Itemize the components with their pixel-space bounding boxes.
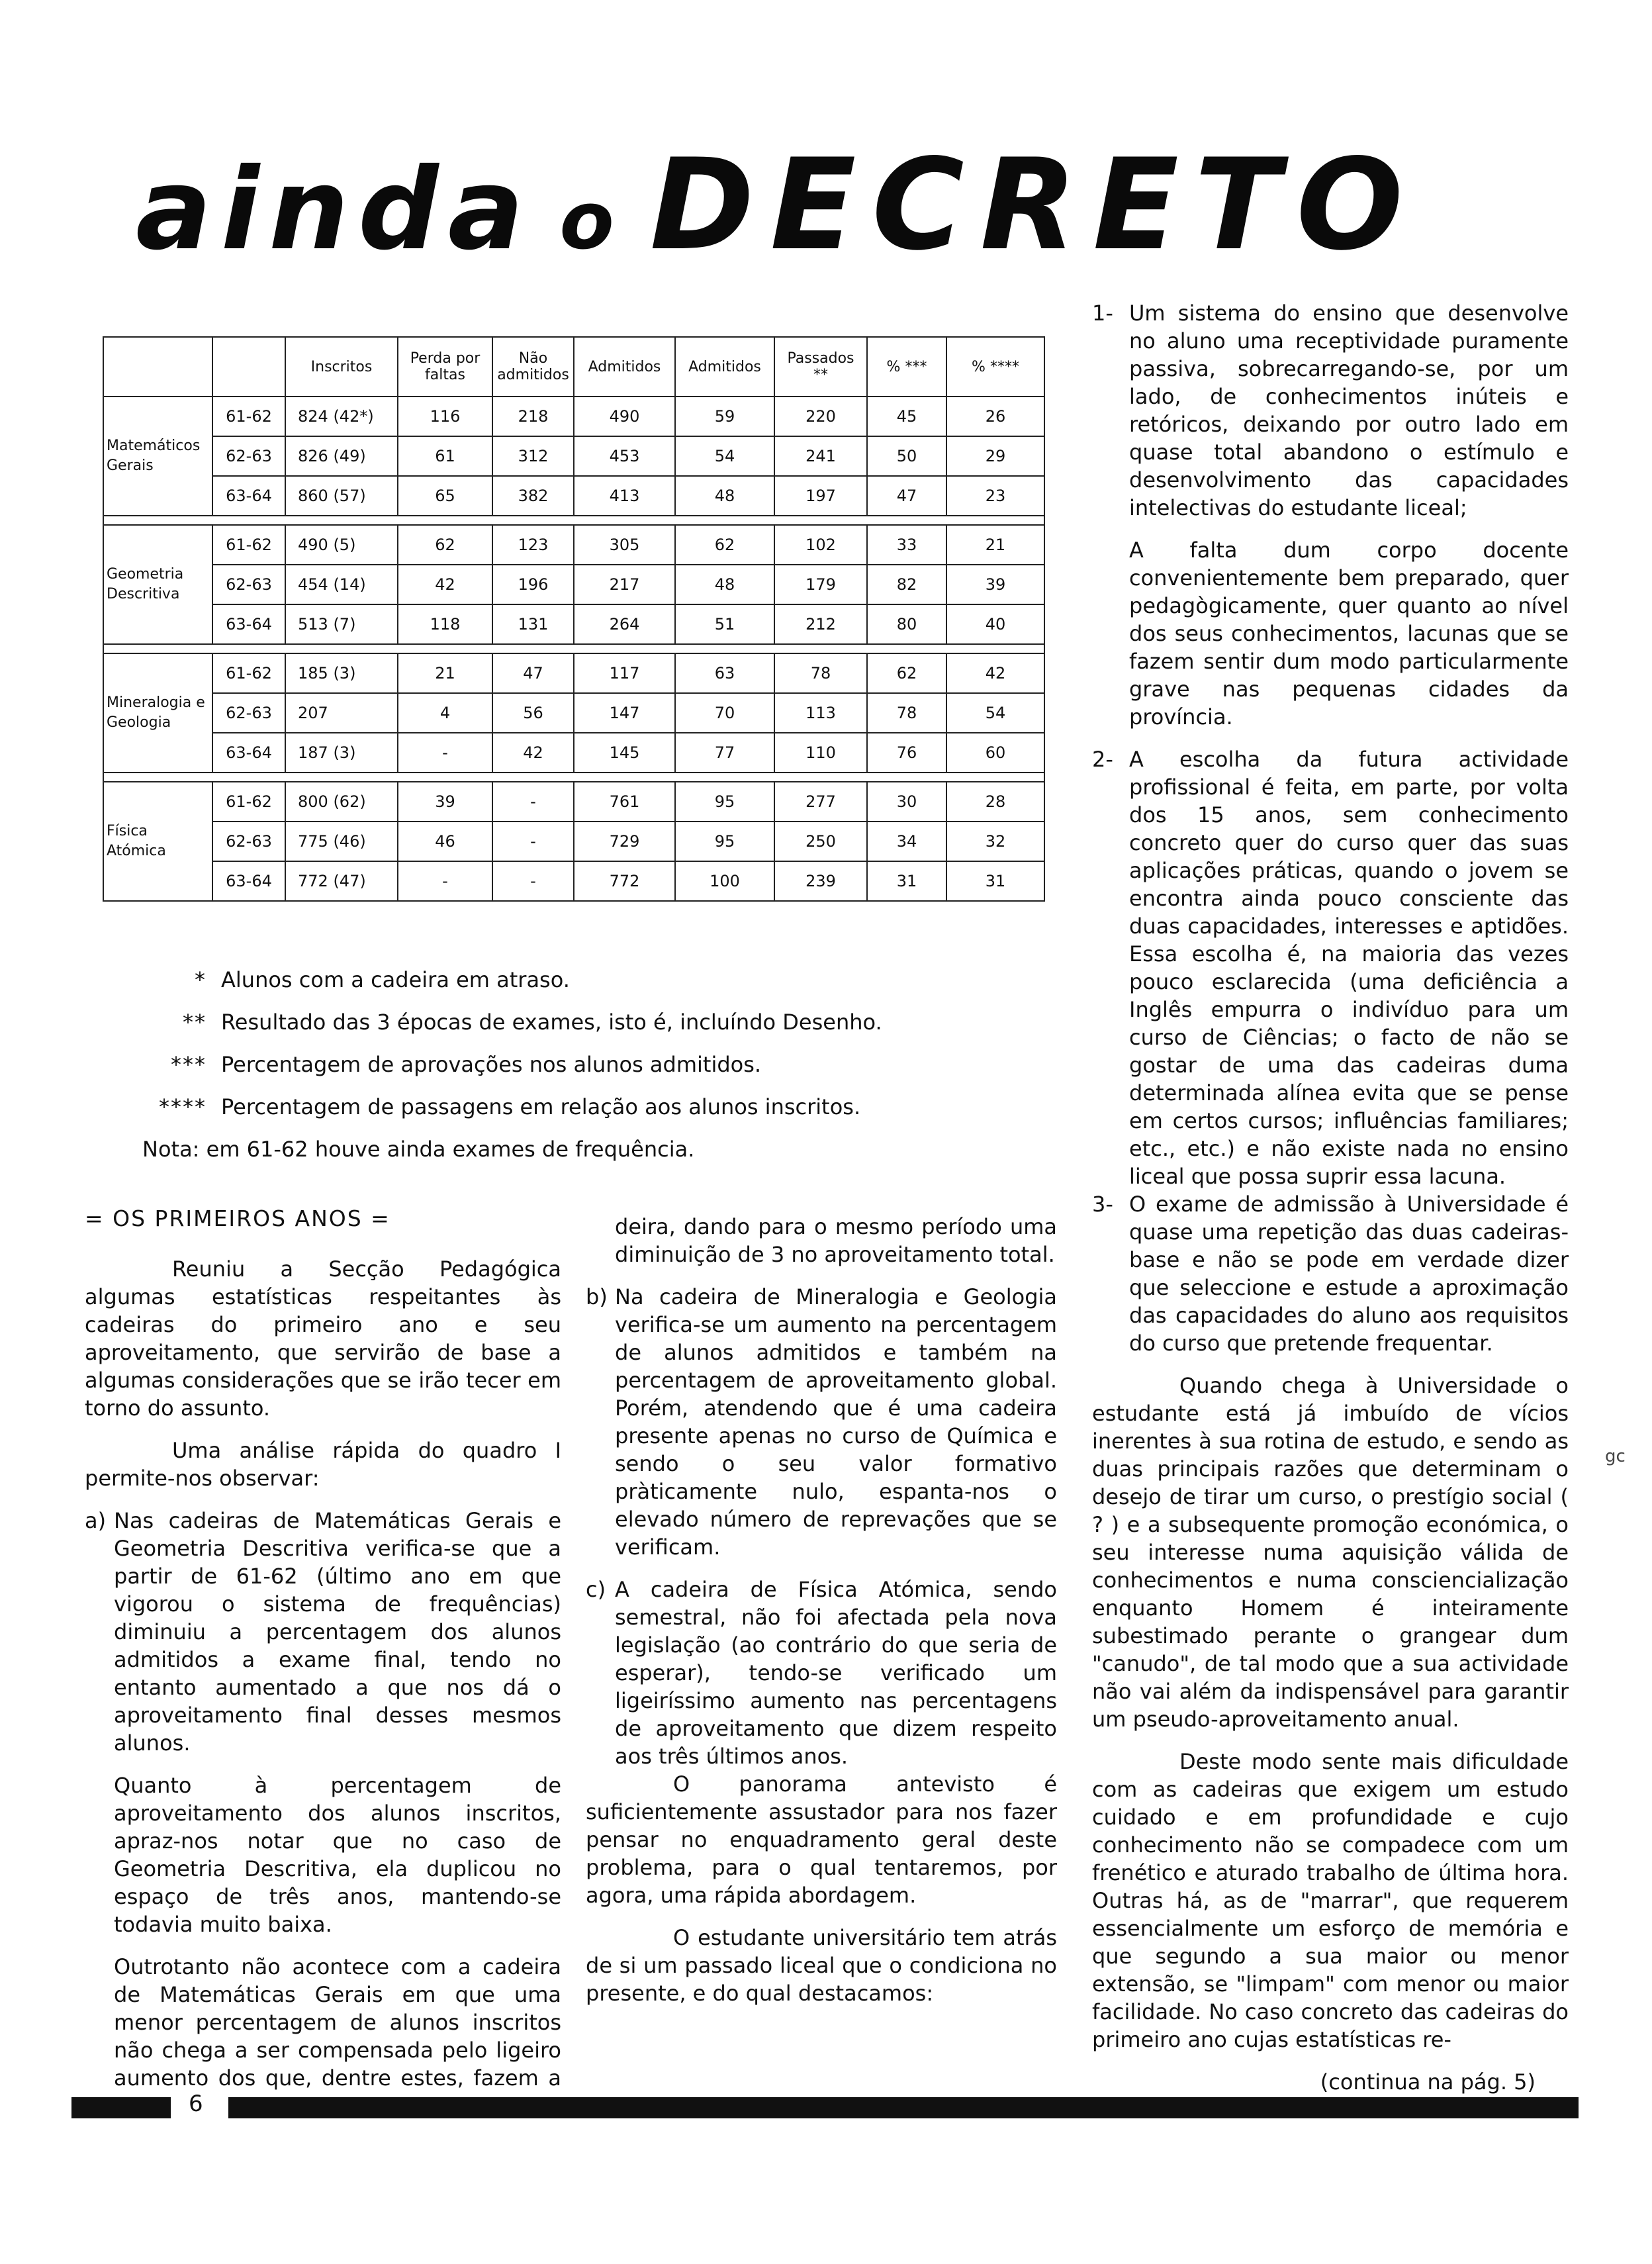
table-cell: 61-62 (212, 525, 285, 565)
table-cell: 34 (867, 822, 946, 861)
table-cell: - (492, 861, 574, 901)
paragraph: O estudante universitário tem atrás de si um passado liceal que o condiciona no presente, e do qual destacamos: (586, 1925, 1057, 2006)
table-cell: 63-64 (212, 476, 285, 516)
table-cell: - (398, 861, 492, 901)
table-cell: 824 (42*) (285, 397, 398, 436)
table-row (103, 604, 1044, 644)
paragraph: Reuniu a Secção Pedagógica algumas estatísticas respeitantes às cadeiras do primeiro ano e seu aproveitamento, que servirão de base a algumas considerações que se irão tecer em torno do assunto. (85, 1256, 561, 1421)
table-cell: 70 (675, 693, 774, 733)
paragraph: A falta dum corpo docente convenientemente bem preparado, quer pedagògicamente, quer quanto ao nível dos seus conhecimentos, lacunas que se fazem sentir dum modo particularmente grave nas pequenas cidades da província. (1129, 538, 1569, 730)
list-item-3 (1092, 1190, 1569, 1357)
item-text: Nas cadeiras de Matemáticas Gerais e Geometria Descritiva verifica-se que a partir de 61-62 (último ano em que vigorou o sistema de frequências) diminuiu a percentagem dos alunos admitidos a exame final, tendo no entanto aumentado a que nos dá o aproveitamento final desses mesmos alunos. (114, 1508, 561, 1756)
table-cell: 772 (574, 861, 675, 901)
table-cell: 95 (675, 822, 774, 861)
table-cell: 56 (492, 693, 574, 733)
table-cell: 490 (574, 397, 675, 436)
header-cell: % *** (867, 337, 946, 397)
table-row (103, 782, 1044, 822)
table-cell: 48 (675, 565, 774, 604)
note-text: Resultado das 3 épocas de exames, isto é, incluíndo Desenho. (221, 1010, 882, 1035)
title-word-o: o (559, 175, 623, 267)
column-2 (586, 1213, 1057, 2022)
group-separator (103, 516, 1044, 525)
header-cell: Não admitidos (492, 337, 574, 397)
table-cell: 63 (675, 653, 774, 693)
note-2 (99, 1001, 960, 1043)
group-label: Matemáticos Gerais (103, 397, 212, 516)
group-label: Mineralogia e Geologia (103, 653, 212, 773)
table-cell: 63-64 (212, 861, 285, 901)
table-cell: 65 (398, 476, 492, 516)
table-cell: 39 (398, 782, 492, 822)
table-cell: 95 (675, 782, 774, 822)
table-cell: 50 (867, 436, 946, 476)
table-cell: 26 (946, 397, 1044, 436)
item-text: A escolha da futura actividade profissional é feita, em parte, por volta dos 15 anos, sem conhecimento concreto quer do curso quer das suas aplicações práticas, quando o jovem se encontra ainda pouco consciente das duas capacidades, interesses e aptidões. Essa escolha é, na maioria das vezes pouco esclarecida (uma deficiência a Inglês empurra o indivíduo para um curso de Ciências; o facto de não se gostar de uma das cadeiras duma determinada alínea evita que se pense em certos cursos; influências familiares; etc., etc.) e não existe nada no ensino liceal que possa suprir essa lacuna. (1129, 747, 1569, 1189)
section-heading: = OS PRIMEIROS ANOS = (85, 1205, 390, 1231)
table-row (103, 525, 1044, 565)
paragraph: Uma análise rápida do quadro I permite-nos observar: (85, 1438, 561, 1491)
item-label: 1- (1092, 301, 1113, 326)
table-cell: 207 (285, 693, 398, 733)
table-cell: 61 (398, 436, 492, 476)
table-row (103, 822, 1044, 861)
note-3 (99, 1043, 960, 1086)
paragraph: Quanto à percentagem de aproveitamento dos alunos inscritos, apraz-nos notar que no caso de Geometria Descritiva, ela duplicou no espaço de três anos, mantendo-se todavia muito baixa. (114, 1773, 561, 1937)
table-cell: 860 (57) (285, 476, 398, 516)
table-cell: 31 (867, 861, 946, 901)
table-cell: 277 (774, 782, 867, 822)
table-cell: 62-63 (212, 436, 285, 476)
column-3 (1092, 299, 1569, 2110)
table-cell: 382 (492, 476, 574, 516)
title-word-ainda: ainda (136, 144, 533, 275)
table-cell: - (492, 822, 574, 861)
table-cell: 145 (574, 733, 675, 773)
paragraph: Quando chega à Universidade o estudante está já imbuído de vícios inerentes à sua rotina de estudo, e sendo as duas principais razões que determinam o desejo de tirar um curso, o prestígio social ( ? ) e a subsequente promoção económica, o seu interesse numa aquisição válida de conhecimentos e numa consciencialização enquanto Homem é inteiramente subestimado perante o grangear dum "canudo", de tal modo que a sua actividade não vai além da indispensável para garantir um pseudo-aproveitamento anual. (1092, 1373, 1569, 1732)
table-cell: 80 (867, 604, 946, 644)
list-item-b (586, 1283, 1057, 1561)
title-word-decreto: DECRETO (649, 132, 1420, 278)
table-cell: 61-62 (212, 782, 285, 822)
table-cell: 775 (46) (285, 822, 398, 861)
table-row (103, 693, 1044, 733)
table-cell: 47 (867, 476, 946, 516)
footer-rule-left (71, 2097, 171, 2118)
item-label: 3- (1092, 1192, 1113, 1217)
table-cell: 220 (774, 397, 867, 436)
paragraph: Deste modo sente mais dificuldade com as cadeiras que exigem um estudo cuidado e em profundidade e cujo conhecimento não se compadece com um frenético e aturado trabalho de última hora. Outras há, as de "marrar", que requerem essencialmente um esforço de memória e que segundo a sua maior ou menor extensão, se "limpam" com menor ou maior facilidade. No caso concreto das cadeiras do primeiro ano cujas estatísticas re- (1092, 1749, 1569, 2052)
article-title (136, 132, 1420, 278)
table-cell: 118 (398, 604, 492, 644)
table-cell: 39 (946, 565, 1044, 604)
table-cell: 40 (946, 604, 1044, 644)
table-cell: - (398, 733, 492, 773)
table-cell: 63-64 (212, 733, 285, 773)
table-cell: 217 (574, 565, 675, 604)
table-cell: 490 (5) (285, 525, 398, 565)
continued-note: (continua na pág. 5) (1320, 2069, 1536, 2095)
table-cell: 197 (774, 476, 867, 516)
note-text: Alunos com a cadeira em atraso. (221, 967, 570, 992)
table-cell: 42 (398, 565, 492, 604)
group-label: Física Atómica (103, 782, 212, 901)
table-cell: 212 (774, 604, 867, 644)
table-cell: 454 (14) (285, 565, 398, 604)
note-nota: Nota: em 61-62 houve ainda exames de frequência. (142, 1137, 695, 1162)
note-mark: **** (159, 1094, 206, 1119)
header-cell: % **** (946, 337, 1044, 397)
header-cell: Admitidos (574, 337, 675, 397)
header-cell: Admitidos (675, 337, 774, 397)
table-cell: 117 (574, 653, 675, 693)
table-row (103, 476, 1044, 516)
header-cell (212, 337, 285, 397)
table-cell: 59 (675, 397, 774, 436)
table-cell: 513 (7) (285, 604, 398, 644)
table-row (103, 653, 1044, 693)
table-cell: 147 (574, 693, 675, 733)
note-mark: * (195, 967, 206, 992)
list-item-a (85, 1507, 561, 1757)
item-text: Um sistema do ensino que desenvolve no aluno uma receptividade puramente passiva, sobrecarregando-se, por um lado, de conhecimentos inúteis e retóricos, deixando por outro lado em quase total abandono o estímulo e desenvolvimento das capacidades intelectivas do estudante liceal; (1129, 301, 1569, 520)
table-cell: 77 (675, 733, 774, 773)
table-cell: 110 (774, 733, 867, 773)
table-cell: 33 (867, 525, 946, 565)
table-cell: 800 (62) (285, 782, 398, 822)
table-cell: 62 (398, 525, 492, 565)
group-separator (103, 773, 1044, 782)
table-row (103, 397, 1044, 436)
table-cell: 78 (774, 653, 867, 693)
table-cell: 218 (492, 397, 574, 436)
table-cell: 453 (574, 436, 675, 476)
table-cell: 23 (946, 476, 1044, 516)
table-cell: - (492, 782, 574, 822)
table-cell: 21 (398, 653, 492, 693)
item-label: 2- (1092, 747, 1113, 772)
table-cell: 187 (3) (285, 733, 398, 773)
paragraph: O panorama antevisto é suficientemente assustador para nos fazer pensar no enquadramento geral deste problema, para o qual tentaremos, por agora, uma rápida abordagem. (586, 1771, 1057, 1908)
table-cell: 54 (946, 693, 1044, 733)
table-cell: 29 (946, 436, 1044, 476)
table-cell: 42 (946, 653, 1044, 693)
table-cell: 42 (492, 733, 574, 773)
note-text: Percentagem de aprovações nos alunos admitidos. (221, 1052, 762, 1077)
table-cell: 46 (398, 822, 492, 861)
table-cell: 413 (574, 476, 675, 516)
column-1 (85, 1205, 561, 2134)
margin-mark: gc (1605, 1446, 1626, 1466)
table-row (103, 436, 1044, 476)
table-cell: 21 (946, 525, 1044, 565)
table-cell: 31 (946, 861, 1044, 901)
list-item-2 (1092, 745, 1569, 1190)
header-cell: Passados ** (774, 337, 867, 397)
table-cell: 60 (946, 733, 1044, 773)
table-cell: 45 (867, 397, 946, 436)
item-text: Na cadeira de Mineralogia e Geologia verifica-se um aumento na percentagem de alunos admitidos e também na percentagem de aproveitamento global. Porém, atendendo que é uma cadeira presente apenas no curso de Química e sendo o seu valor formativo pràticamente nulo, espanta-nos o elevado número de reprevações que se verificam. (615, 1284, 1057, 1560)
table-cell: 100 (675, 861, 774, 901)
table-cell: 113 (774, 693, 867, 733)
group-separator (103, 644, 1044, 653)
table-cell: 62 (867, 653, 946, 693)
table-cell: 305 (574, 525, 675, 565)
table-row (103, 565, 1044, 604)
table-cell: 62 (675, 525, 774, 565)
table-cell: 239 (774, 861, 867, 901)
paragraph: Outrotanto não acontece com a cadeira de Matemáticas Gerais em que uma menor percentagem de alunos inscritos não chega a ser compensada pelo ligeiro aumento dos que, dentre estes, fazem a (114, 1954, 561, 2091)
table-cell: 241 (774, 436, 867, 476)
header-cell: Inscritos (285, 337, 398, 397)
note-text: Percentagem de passagens em relação aos alunos inscritos. (221, 1094, 861, 1119)
table-cell: 54 (675, 436, 774, 476)
table-cell: 185 (3) (285, 653, 398, 693)
table-cell: 826 (49) (285, 436, 398, 476)
paragraph: deira, dando para o mesmo período uma diminuição de 3 no aproveitamento total. (615, 1214, 1057, 1267)
table-row (103, 861, 1044, 901)
list-item-1 (1092, 299, 1569, 522)
note-1 (99, 959, 960, 1001)
group-label: Geometria Descritiva (103, 525, 212, 644)
table-cell: 116 (398, 397, 492, 436)
table-cell: 76 (867, 733, 946, 773)
table-cell: 772 (47) (285, 861, 398, 901)
table-cell: 761 (574, 782, 675, 822)
table-header-row (103, 337, 1044, 397)
item-text: A cadeira de Física Atómica, sendo semestral, não foi afectada pela nova legislação (ao contrário do que seria de esperar), tendo-se verificado um ligeiríssimo aumento nas percentagens de aproveitamento que dizem respeito aos três últimos anos. (615, 1577, 1057, 1769)
table-cell: 62-63 (212, 565, 285, 604)
table-cell: 4 (398, 693, 492, 733)
footer-rule-right (228, 2097, 1579, 2118)
item-text: O exame de admissão à Universidade é quase uma repetição das duas cadeiras-base e não se pode em verdade dizer que seleccione e estude a aproximação das capacidades do aluno aos requisitos do curso que pretende frequentar. (1129, 1192, 1569, 1356)
table-cell: 62-63 (212, 822, 285, 861)
table-cell: 179 (774, 565, 867, 604)
item-label: c) (586, 1577, 606, 1602)
header-cell (103, 337, 212, 397)
table-cell: 82 (867, 565, 946, 604)
table-cell: 78 (867, 693, 946, 733)
table-cell: 131 (492, 604, 574, 644)
table-cell: 250 (774, 822, 867, 861)
table-cell: 729 (574, 822, 675, 861)
table-cell: 48 (675, 476, 774, 516)
table-cell: 32 (946, 822, 1044, 861)
table-cell: 30 (867, 782, 946, 822)
table-cell: 47 (492, 653, 574, 693)
list-item-c (586, 1576, 1057, 1770)
item-label: b) (586, 1284, 608, 1309)
header-cell: Perda por faltas (398, 337, 492, 397)
table-cell: 123 (492, 525, 574, 565)
table-cell: 61-62 (212, 397, 285, 436)
page-number: 6 (189, 2091, 203, 2117)
note-mark: *** (171, 1052, 206, 1077)
table-cell: 28 (946, 782, 1044, 822)
table-cell: 51 (675, 604, 774, 644)
table-row (103, 733, 1044, 773)
item-label: a) (85, 1508, 107, 1533)
table-cell: 264 (574, 604, 675, 644)
note-mark: ** (183, 1010, 206, 1035)
table-cell: 63-64 (212, 604, 285, 644)
table-cell: 102 (774, 525, 867, 565)
table-cell: 196 (492, 565, 574, 604)
table-cell: 61-62 (212, 653, 285, 693)
note-4 (99, 1086, 960, 1128)
statistics-table (103, 336, 1045, 902)
table-cell: 62-63 (212, 693, 285, 733)
table-notes (99, 959, 960, 1170)
table-cell: 312 (492, 436, 574, 476)
